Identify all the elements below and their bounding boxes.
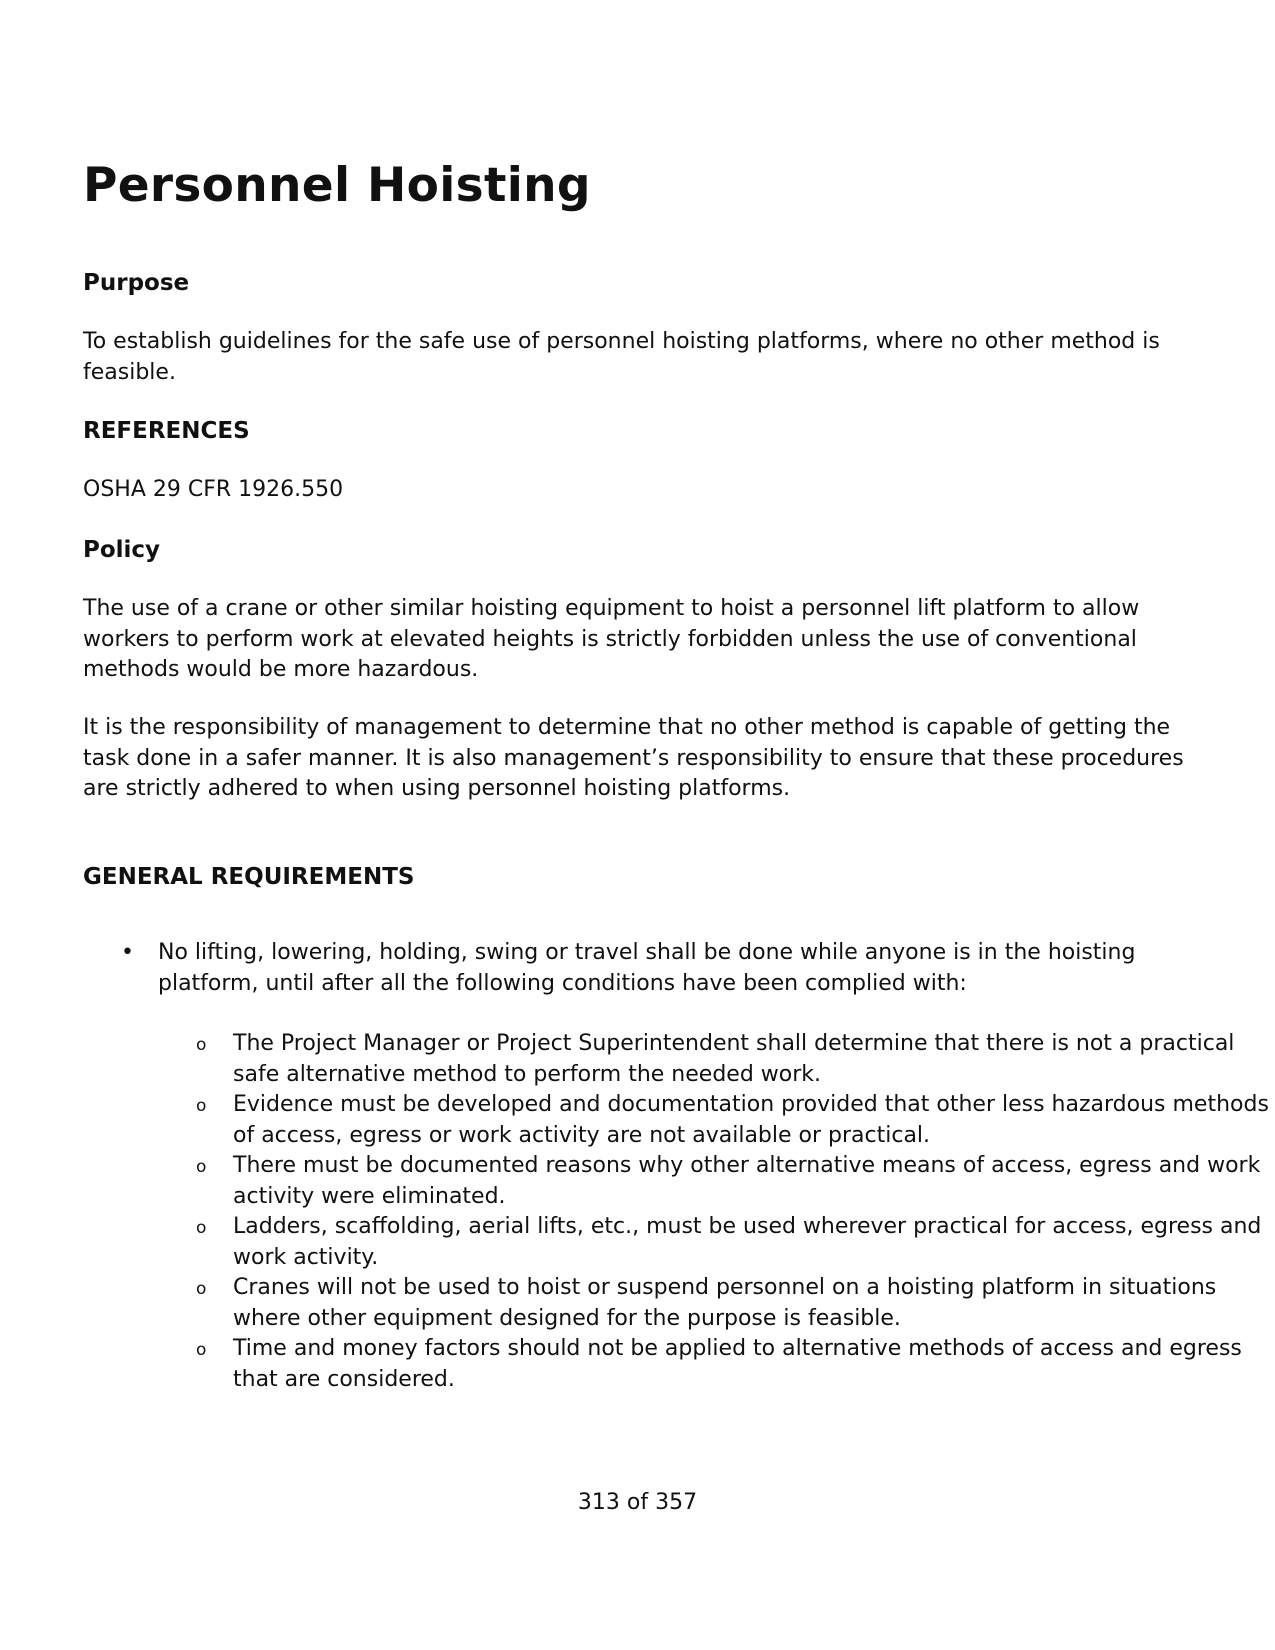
- sub-list-item-text: The Project Manager or Project Superintendent shall determine that there is not a practical safe alternative method to perform the needed work.: [233, 1031, 1235, 1087]
- page-number: 313 of 357: [577, 1490, 698, 1515]
- references-text: OSHA 29 CFR 1926.550: [83, 477, 344, 502]
- sub-list-item: [158, 1029, 1275, 1090]
- sub-list-item-text: Evidence must be developed and documentation provided that other less hazardous methods of access, egress or work activity are not available or practical.: [233, 1092, 1269, 1148]
- sub-list-item: [158, 1090, 1275, 1151]
- page-title: Personnel Hoisting: [83, 158, 591, 213]
- general-requirements-heading: GENERAL REQUIREMENTS: [83, 864, 415, 890]
- policy-heading: Policy: [83, 537, 161, 563]
- sub-list-item-text: Ladders, scaffolding, aerial lifts, etc., must be used wherever practical for access, egress and work activity.: [233, 1214, 1262, 1270]
- sub-list-item: [158, 1151, 1275, 1212]
- sub-bullet-icon: o: [196, 1157, 207, 1177]
- sub-list-item: [158, 1334, 1275, 1395]
- policy-paragraph-1: The use of a crane or other similar hoisting equipment to hoist a personnel lift platform to allow workers to perform work at elevated heights is strictly forbidden unless the use of conventional methods would be more hazardous.: [83, 596, 1140, 682]
- sub-bullet-icon: o: [196, 1340, 207, 1360]
- sub-list-item-text: Cranes will not be used to hoist or suspend personnel on a hoisting platform in situations where other equipment designed for the purpose is feasible.: [233, 1275, 1217, 1331]
- requirements-list: [83, 938, 1269, 1395]
- sub-bullet-icon: o: [196, 1218, 207, 1238]
- sub-bullet-icon: o: [196, 1279, 207, 1299]
- sub-list-item-text: Time and money factors should not be applied to alternative methods of access and egress that are considered.: [233, 1336, 1242, 1392]
- list-item-text: No lifting, lowering, holding, swing or travel shall be done while anyone is in the hoisting platform, until after all the following conditions have been complied with:: [158, 940, 1136, 996]
- list-item: [83, 938, 1269, 1395]
- sub-list-item: [158, 1212, 1275, 1273]
- sub-bullet-icon: o: [196, 1096, 207, 1116]
- sub-list-item-text: There must be documented reasons why other alternative means of access, egress and work activity were eliminated.: [233, 1153, 1261, 1209]
- bullet-icon: •: [121, 940, 134, 965]
- purpose-heading: Purpose: [83, 270, 190, 296]
- references-heading: REFERENCES: [83, 418, 250, 444]
- sub-bullet-icon: o: [196, 1035, 207, 1055]
- purpose-text: To establish guidelines for the safe use of personnel hoisting platforms, where no other method is feasible.: [83, 329, 1160, 385]
- policy-paragraph-2: It is the responsibility of management to determine that no other method is capable of getting the task done in a safer manner. It is also management’s responsibility to ensure that these procedures are strictly adhered to when using personnel hoisting platforms.: [83, 715, 1184, 801]
- sub-list-item: [158, 1273, 1275, 1334]
- sub-requirements-list: [158, 1029, 1269, 1395]
